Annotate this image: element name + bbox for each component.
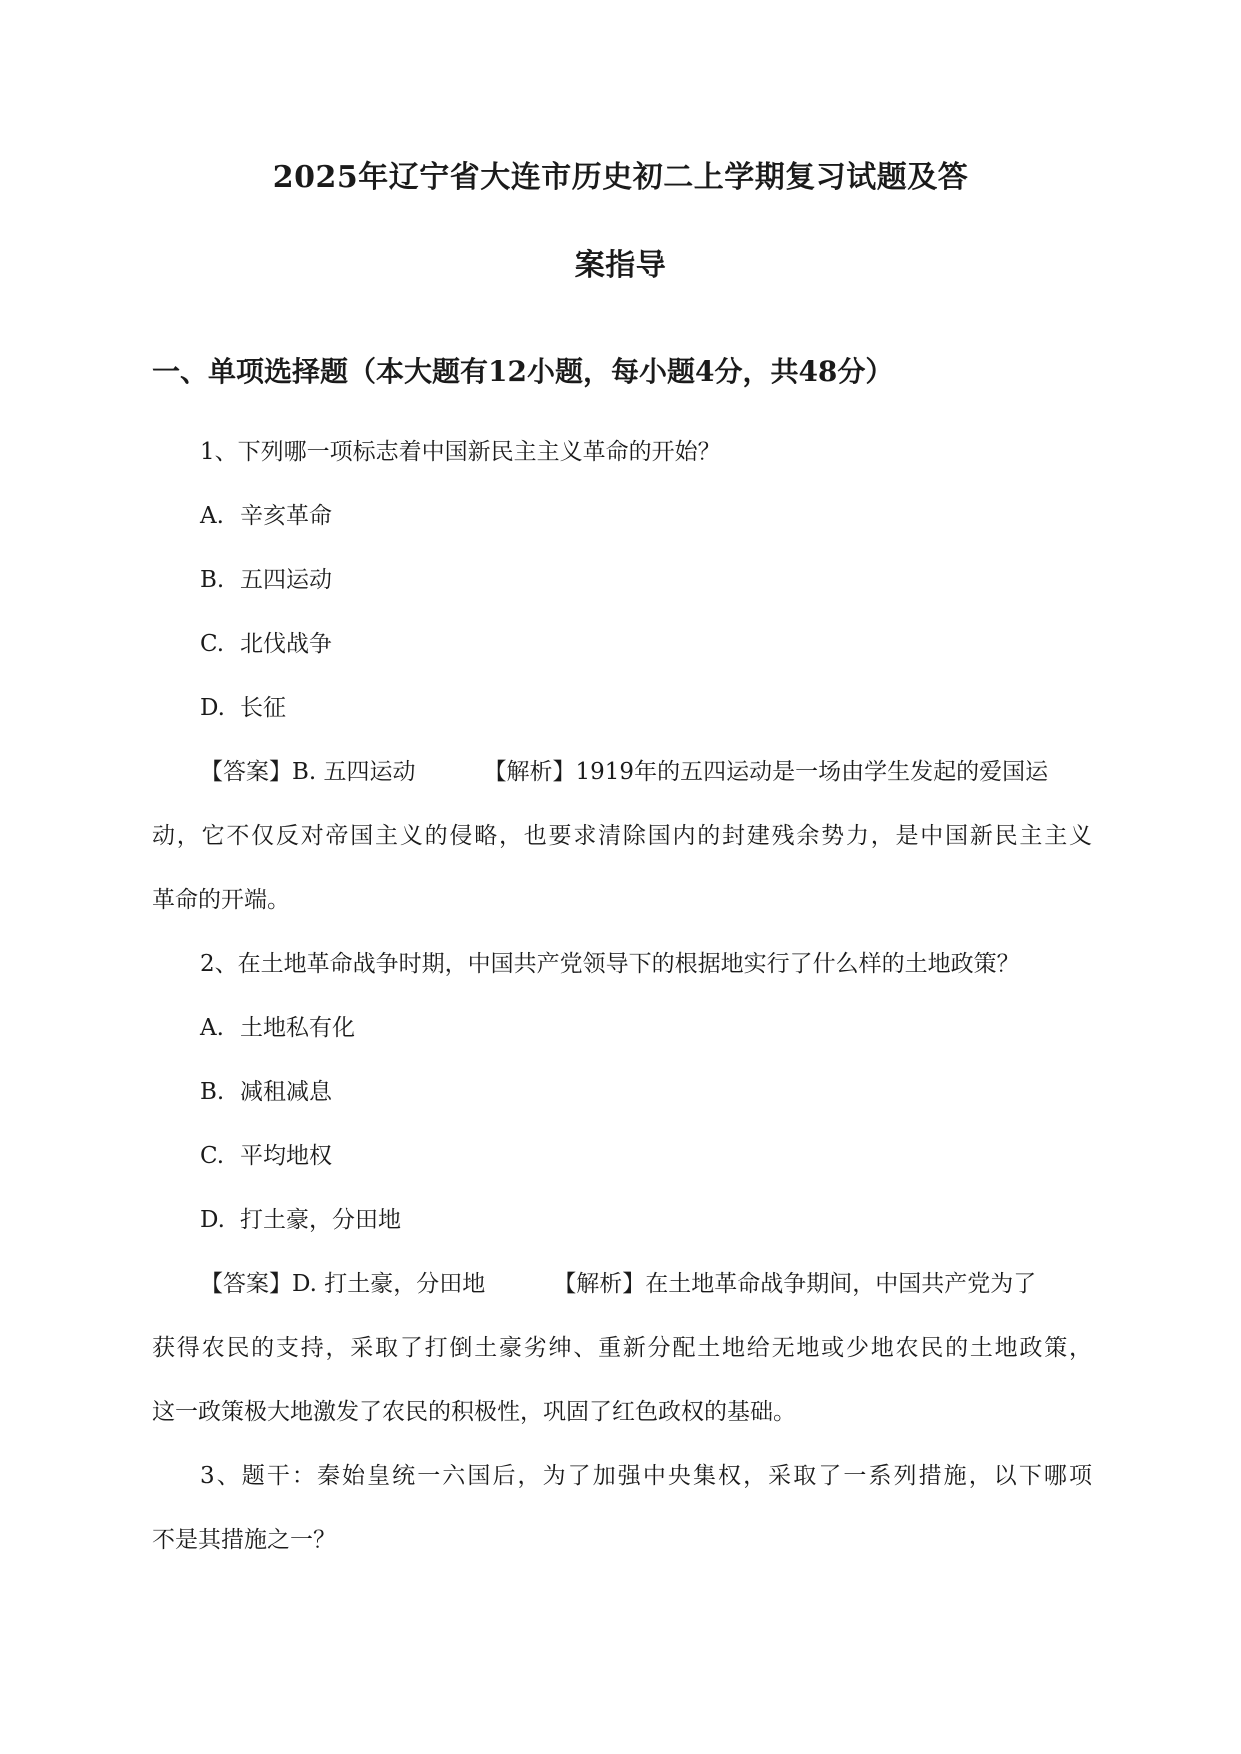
- option-letter: C.: [200, 1143, 225, 1169]
- answer-text: 【答案】D. 打土豪，分田地: [200, 1271, 486, 1297]
- option-text: 五四运动: [240, 567, 332, 593]
- option-letter: D.: [200, 1207, 225, 1233]
- question-2-answer-line: [200, 1268, 1036, 1300]
- question-2-analysis-line-2: 获得农民的支持，采取了打倒土豪劣绅、重新分配土地给无地或少地农民的土地政策，: [152, 1335, 1092, 1361]
- option-letter: C.: [200, 631, 225, 657]
- question-1-option-a: [200, 500, 332, 532]
- question-1-answer-line: [200, 756, 1048, 788]
- question-3-stem-line-2: 不是其措施之一？: [152, 1527, 336, 1553]
- option-letter: B.: [200, 1079, 225, 1105]
- option-text: 平均地权: [240, 1143, 332, 1169]
- option-text: 北伐战争: [240, 631, 332, 657]
- option-letter: A.: [200, 1015, 224, 1041]
- question-2-option-a: [200, 1012, 355, 1044]
- question-1-stem: 1、下列哪一项标志着中国新民主主义革命的开始？: [200, 439, 721, 465]
- option-text: 减租减息: [240, 1079, 332, 1105]
- option-text: 长征: [240, 695, 286, 721]
- section-heading: 一、单项选择题（本大题有12小题，每小题4分，共48分）: [152, 355, 894, 388]
- analysis-text: 【解析】在土地革命战争期间，中国共产党为了: [553, 1271, 1037, 1297]
- analysis-text: 【解析】1919年的五四运动是一场由学生发起的爱国运: [483, 759, 1049, 785]
- option-text: 辛亥革命: [240, 503, 332, 529]
- question-1-analysis-line-3: 革命的开端。: [152, 887, 290, 913]
- option-letter: D.: [200, 695, 225, 721]
- question-1-analysis-line-2: 动，它不仅反对帝国主义的侵略，也要求清除国内的封建残余势力，是中国新民主主义: [152, 823, 1092, 849]
- question-1-option-b: [200, 564, 332, 596]
- question-1-option-c: [200, 628, 332, 660]
- question-2-option-c: [200, 1140, 332, 1172]
- answer-text: 【答案】B. 五四运动: [200, 759, 416, 785]
- question-2-option-b: [200, 1076, 332, 1108]
- option-letter: B.: [200, 567, 225, 593]
- question-2-option-d: [200, 1204, 401, 1236]
- question-3-stem-line-1: 3、题干：秦始皇统一六国后，为了加强中央集权，采取了一系列措施，以下哪项: [200, 1463, 1092, 1489]
- option-letter: A.: [200, 503, 224, 529]
- question-1-option-d: [200, 692, 286, 724]
- question-2-analysis-line-3: 这一政策极大地激发了农民的积极性，巩固了红色政权的基础。: [152, 1399, 796, 1425]
- question-2-stem: 2、在土地革命战争时期，中国共产党领导下的根据地实行了什么样的土地政策？: [200, 951, 1020, 977]
- option-text: 打土豪，分田地: [240, 1207, 401, 1233]
- document-title-line-2: 案指导: [574, 248, 667, 283]
- option-text: 土地私有化: [240, 1015, 355, 1041]
- document-title-line-1: 2025年辽宁省大连市历史初二上学期复习试题及答: [272, 160, 969, 195]
